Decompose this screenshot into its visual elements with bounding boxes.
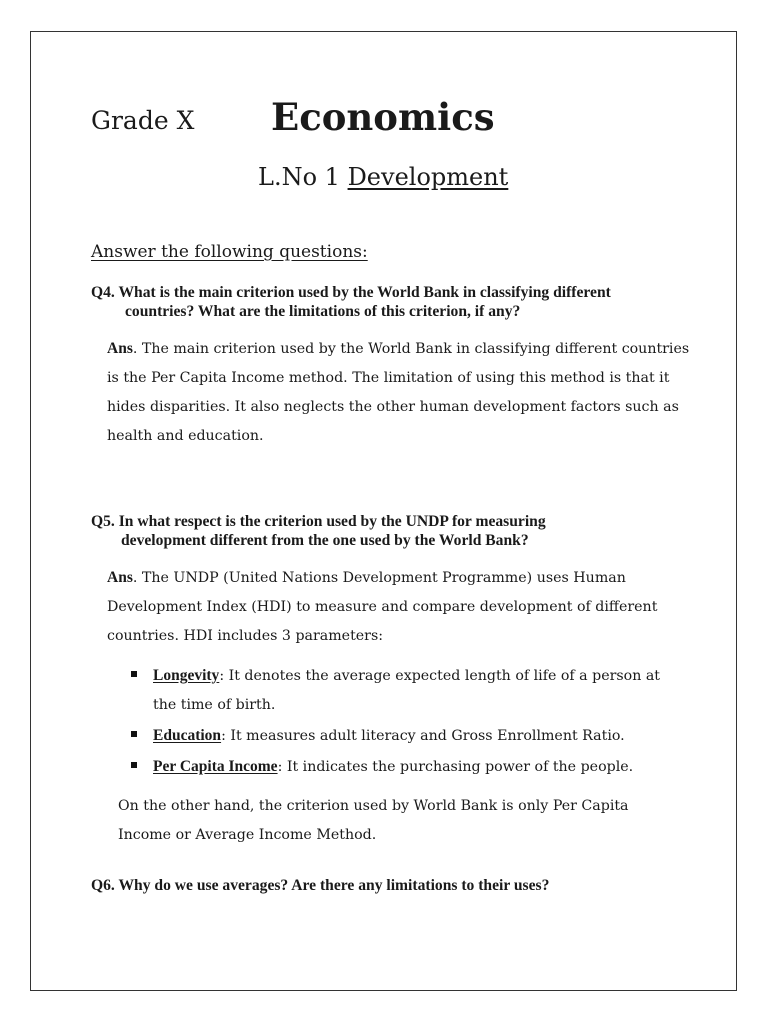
subject-title: Economics: [271, 95, 495, 139]
lesson-title: Development: [347, 163, 509, 191]
question-5: [91, 512, 546, 550]
answer-4-text: . The main criterion used by the World Bank in classifying different countries is the Per Capita Income method. The limitation of using this method is that it hides disparities. It also neglects the other human development factors such as health and education.: [107, 341, 690, 444]
answer-5-label: Ans: [107, 569, 133, 586]
instruction-text: Answer the following questions:: [91, 242, 368, 262]
bullet-square-icon: [131, 671, 137, 677]
list-item: [130, 661, 675, 720]
list-item-term: Per Capita Income: [153, 758, 278, 775]
question-4: [91, 283, 611, 321]
question-6-line-1: Q6. Why do we use averages? Are there any limitations to their uses?: [91, 877, 550, 894]
question-4-line-1: Q4. What is the main criterion used by the World Bank in classifying different: [91, 284, 611, 301]
question-5-line-2: development different from the one used by the World Bank?: [121, 532, 529, 549]
grade-label: Grade X: [91, 106, 195, 135]
list-item: [130, 721, 675, 751]
answer-4-label: Ans: [107, 340, 133, 357]
list-item-term: Longevity: [153, 667, 220, 684]
list-item-term: Education: [153, 727, 222, 744]
comparison-paragraph: On the other hand, the criterion used by World Bank is only Per Capita Income or Average Income Method.: [118, 798, 629, 843]
answer-5: [107, 563, 697, 651]
question-4-line-2: countries? What are the limitations of this criterion, if any?: [125, 303, 521, 320]
bullet-square-icon: [131, 731, 137, 737]
answer-5-text: . The UNDP (United Nations Development Programme) uses Human Development Index (HDI) to measure and compare development of different countries. HDI includes 3 parameters:: [107, 570, 658, 644]
lesson-number: L.No 1: [258, 163, 340, 191]
list-item-text: : It denotes the average expected length of life of a person at the time of birth.: [153, 668, 661, 713]
question-6: [91, 876, 549, 895]
bullet-square-icon: [131, 762, 137, 768]
hdi-parameter-list: [130, 661, 675, 783]
list-item-text: : It measures adult literacy and Gross Enrollment Ratio.: [221, 728, 625, 744]
lesson-heading: [258, 163, 508, 191]
list-item: [130, 752, 675, 782]
answer-4: [107, 334, 697, 451]
list-item-text: : It indicates the purchasing power of the people.: [277, 759, 634, 775]
question-5-line-1: Q5. In what respect is the criterion used by the UNDP for measuring: [91, 513, 546, 530]
